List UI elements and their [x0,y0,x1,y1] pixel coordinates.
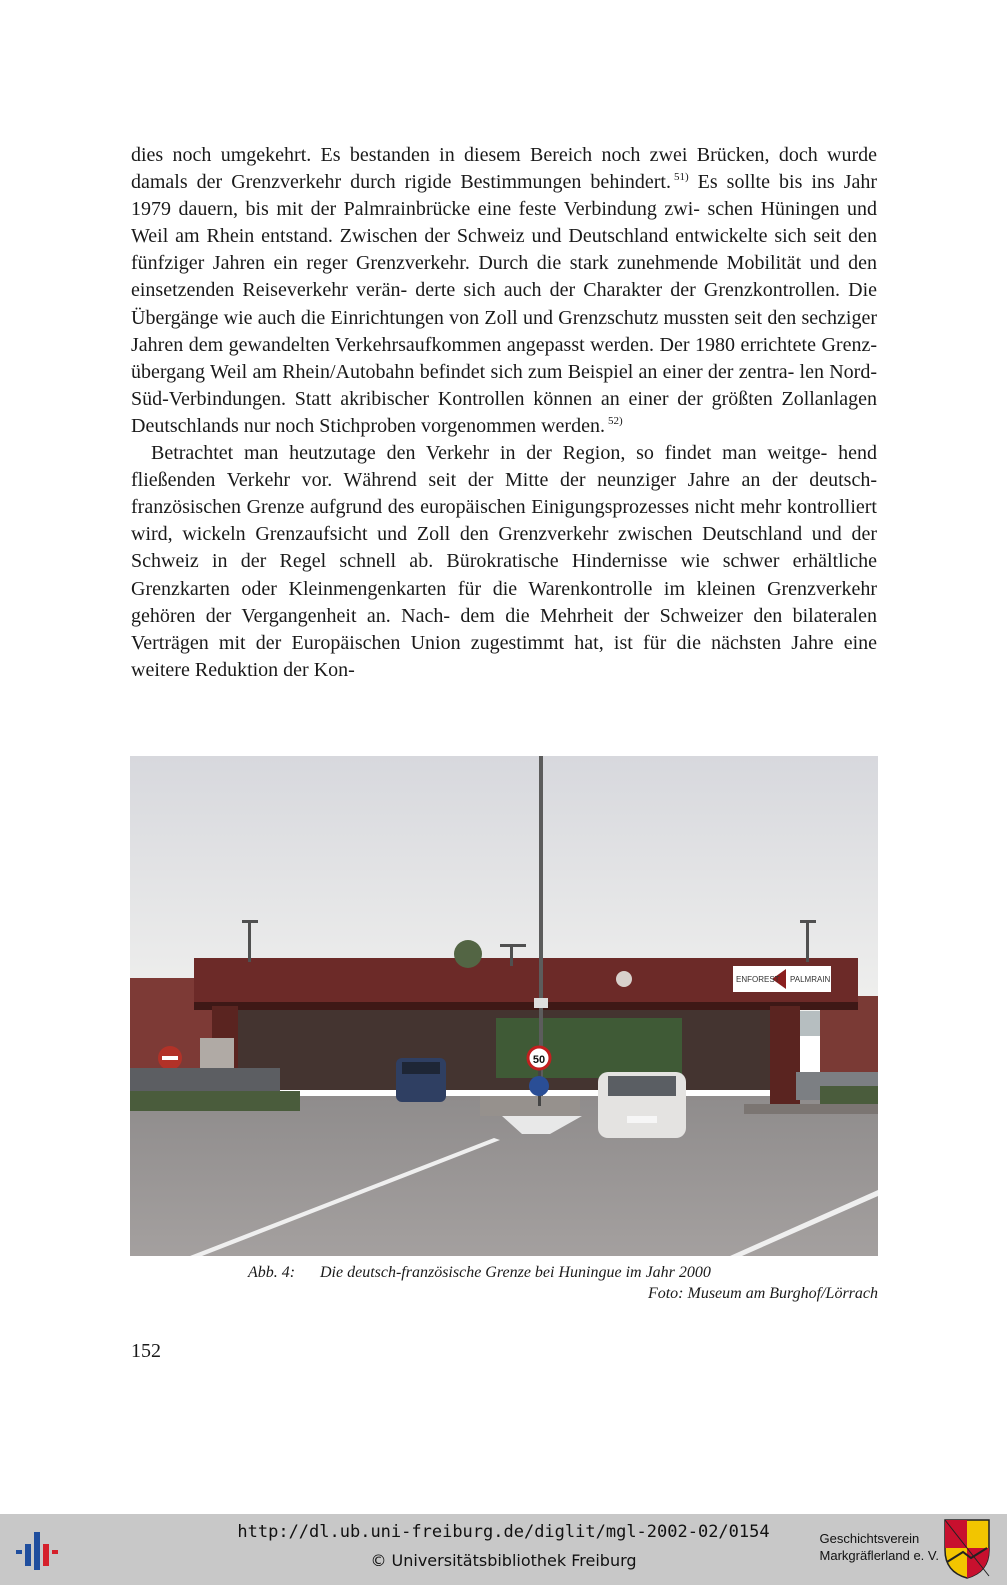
overpass-shadow [194,1002,858,1010]
paragraph-1 [131,142,877,440]
bridge-emblem [616,971,632,987]
lamp-head-left [242,920,258,923]
tree-top [454,940,482,968]
bridge-pillar-right [770,1006,800,1106]
pole-sign [534,998,548,1008]
text-line: hend fließenden Verkehr vor. Während seit der Mitte der neunziger Jahre an der [131,442,877,492]
page-body [131,142,877,684]
digital-library-footer [0,1514,1007,1585]
copyright-notice: © Universitätsbibliothek Freiburg [370,1551,637,1570]
footnote-marker-51: 51) [673,171,689,184]
figure-credit: Foto: Museum am Burghof/Lörrach [647,1285,878,1302]
speed-limit-value: 50 [532,1054,546,1066]
text-line: Durch die stark zunehmende Mobilität und den einsetzenden Reiseverkehr verän- [131,252,877,302]
society-name [820,1530,939,1564]
text-line: derte sich auch der Charakter der Grenzkontrollen. Die Übergänge wie auch die [131,279,878,329]
figure-caption [130,1262,878,1304]
lamp-post-right [806,922,809,962]
curb-right [744,1104,878,1114]
sign-text-enforest: ENFOREST [736,975,780,984]
white-car-plate [627,1116,657,1123]
coat-of-arms-icon [943,1518,991,1580]
sign-text-palmrain: PALMRAIN [790,975,831,984]
lamp-head-right [800,920,816,923]
text-line: Union zugestimmt hat, ist für die nächsten Jahre eine weitere Reduktion der Kon- [131,631,878,681]
text-line: Einrichtungen von Zoll und Grenzschutz mussten seit den sechziger Jahren dem [131,306,878,356]
lamp-post-left [248,922,251,962]
text-line: übergang Weil am Rhein/Autobahn befindet sich zum Beispiel an einer der zentra- [131,360,795,383]
text-line: Betrachtet man heutzutage den Verkehr in der Region, so findet man weitge- [151,442,828,465]
society-name-line2: Markgräflerland e. V. [819,1548,939,1563]
figure-label: Abb. 4: [248,1264,296,1281]
hedge-left [130,1091,300,1111]
text-line: Deutschland entwickelte sich seit den fünfziger Jahren ein reger Grenzverkehr. [131,225,878,275]
paragraph-2 [131,440,877,684]
photo-illustration [130,756,878,1256]
text-line: Warenkontrolle im kleinen Grenzverkehr gehören der Vergangenheit an. Nach- [131,577,877,627]
society-name-line1: Geschichtsverein [819,1531,920,1546]
text-line: nicht mehr kontrolliert wird, wickeln Grenzaufsicht und Zoll den Grenzverkehr [131,496,877,546]
text-line: deutsch-französischen Grenze aufgrund des europäischen Einigungsprozesses [131,469,878,519]
blue-car-window [402,1062,440,1074]
lamp-head-middle [500,944,526,947]
footnote-marker-52: 52) [607,414,623,427]
text-line: zwischen Deutschland und der Schweiz in der Regel schnell ab. Bürokratische [131,523,878,573]
text-line: Hindernisse wie schwer erhältliche Grenzkarten oder Kleinmengenkarten für die [131,550,878,600]
text-line: größten Zollanlagen Deutschlands nur noch Stichproben vorgenommen werden. [131,387,877,437]
border-crossing-photo [130,756,878,1256]
figure-caption-text: Die deutsch-französische Grenze bei Huningue im Jahr 2000 [320,1264,711,1281]
text-line: len Nord-Süd-Verbindungen. Statt akribischer Kontrollen können an einer der [131,360,878,410]
text-line: gewandelten Verkehrsaufkommen angepasst werden. Der 1980 errichtete Grenz- [228,333,877,356]
trees-through-underpass [496,1018,682,1078]
text-line: Es sollte [697,171,770,194]
page-number: 152 [131,1340,161,1362]
lamp-post-middle [510,946,513,966]
text-line: dies noch umgekehrt. Es bestanden in diesem Bereich noch zwei Brücken, doch [131,144,818,166]
text-line: dem die Mehrheit der Schweizer den bilateralen Verträgen mit der Europäischen [131,604,877,654]
no-entry-bar [162,1056,178,1060]
text-line: schen Hüningen und Weil am Rhein entstand. Zwischen der Schweiz und [131,198,877,248]
document-url-link[interactable]: http://dl.ub.uni-freiburg.de/diglit/mgl-2002-02/0154 [237,1522,770,1542]
white-car-window [608,1076,676,1096]
text-line: wurde damals der Grenzverkehr durch rigide Bestimmungen behindert. [131,144,878,194]
road-surface [130,1096,878,1256]
keep-right-sign [529,1076,549,1096]
traffic-island [480,1096,580,1116]
text-line: bis ins Jahr 1979 dauern, bis mit der Palmrainbrücke eine feste Verbindung zwi- [131,171,878,221]
